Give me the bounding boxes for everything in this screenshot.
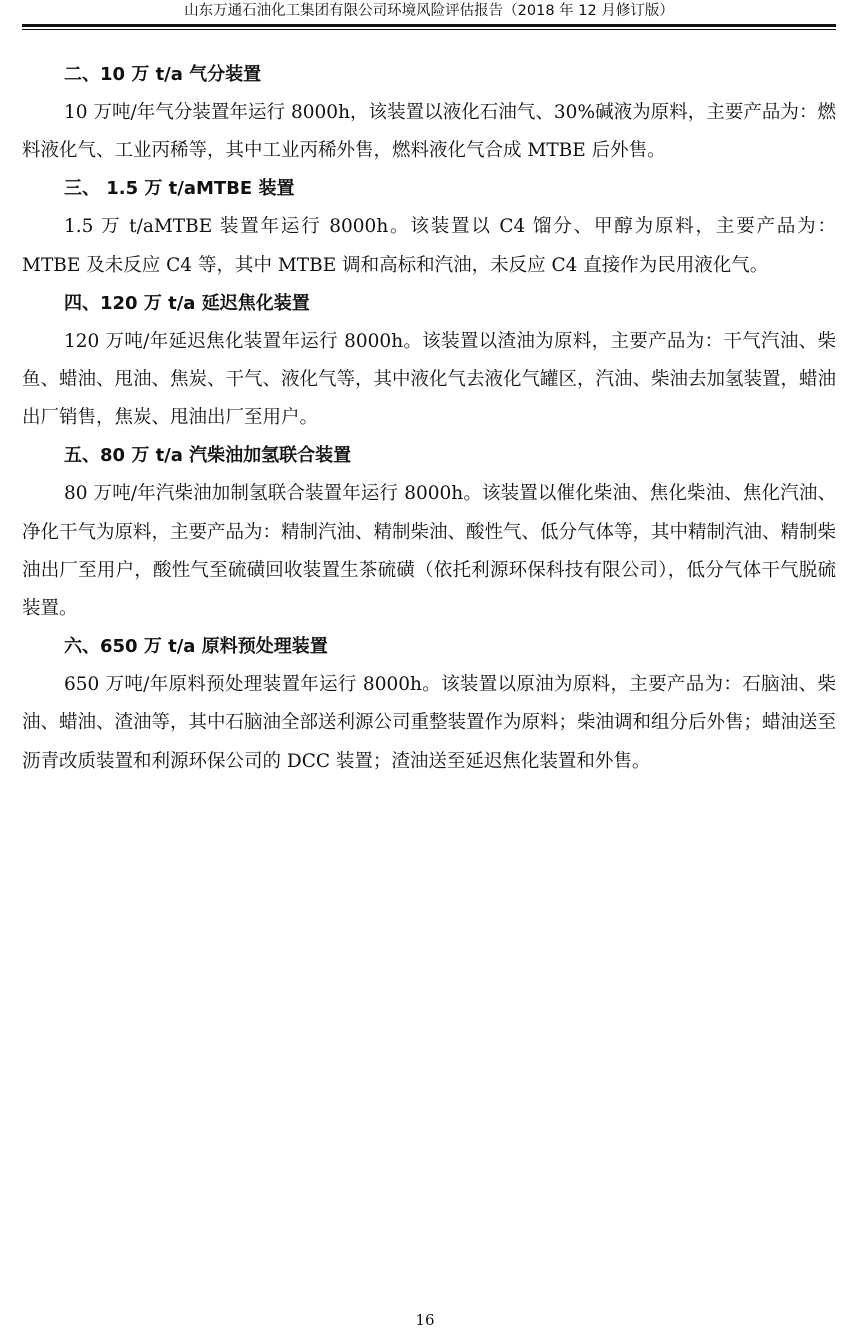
header-rule-thin xyxy=(22,29,836,30)
section-heading: 三、 1.5 万 t/aMTBE 装置 xyxy=(64,178,295,200)
header-title: 山东万通石油化工集团有限公司环境风险评估报告（2018 年 12 月修订版） xyxy=(184,3,674,19)
section-paragraph: 80 万吨/年汽柴油加制氢联合装置年运行 8000h。该装置以催化柴油、焦化柴油、焦化汽油、净化干气为原料，主要产品为：精制汽油、精制柴油、酸性气、低分气体等，其中精制汽油、精制柴油出厂至用户，酸性气至硫磺回收装置生茶硫磺（依托利源环保科技有限公司），低分气体干气脱硫装置。 xyxy=(22,483,837,620)
section-heading: 二、10 万 t/a 气分装置 xyxy=(64,64,262,85)
page-header xyxy=(22,0,836,26)
header-rule xyxy=(22,24,836,27)
section-paragraph: 650 万吨/年原料预处理装置年运行 8000h。该装置以原油为原料，主要产品为：石脑油、柴油、蜡油、渣油等，其中石脑油全部送利源公司重整装置作为原料；柴油调和组分后外售；蜡油送至沥青改质装置和利源环保公司的 DCC 装置；渣油送至延迟焦化装置和外售。 xyxy=(22,674,837,772)
section-paragraph: 120 万吨/年延迟焦化装置年运行 8000h。该装置以渣油为原料，主要产品为：干气汽油、柴鱼、蜡油、甩油、焦炭、干气、液化气等，其中液化气去液化气罐区，汽油、柴油去加氢装置，蜡油出厂销售，焦炭、甩油出厂至用户。 xyxy=(22,330,837,429)
section-heading: 五、80 万 t/a 汽柴油加氢联合装置 xyxy=(64,445,352,467)
section-paragraph: 1.5 万 t/aMTBE 装置年运行 8000h。该装置以 C4 馏分、甲醇为原料，主要产品为：MTBE 及未反应 C4 等，其中 MTBE 调和高标和汽油，未反应 C4 直接作为民用液化气。 xyxy=(22,216,836,276)
section-paragraph: 10 万吨/年气分装置年运行 8000h，该装置以液化石油气、30%碱液为原料，主要产品为：燃料液化气、工业丙稀等，其中工业丙稀外售，燃料液化气合成 MTBE 后外售。 xyxy=(22,102,836,162)
document-body xyxy=(22,56,836,781)
section-heading: 六、650 万 t/a 原料预处理装置 xyxy=(64,636,328,658)
page-number: 16 xyxy=(415,1311,435,1329)
section-heading: 四、120 万 t/a 延迟焦化装置 xyxy=(64,292,310,314)
